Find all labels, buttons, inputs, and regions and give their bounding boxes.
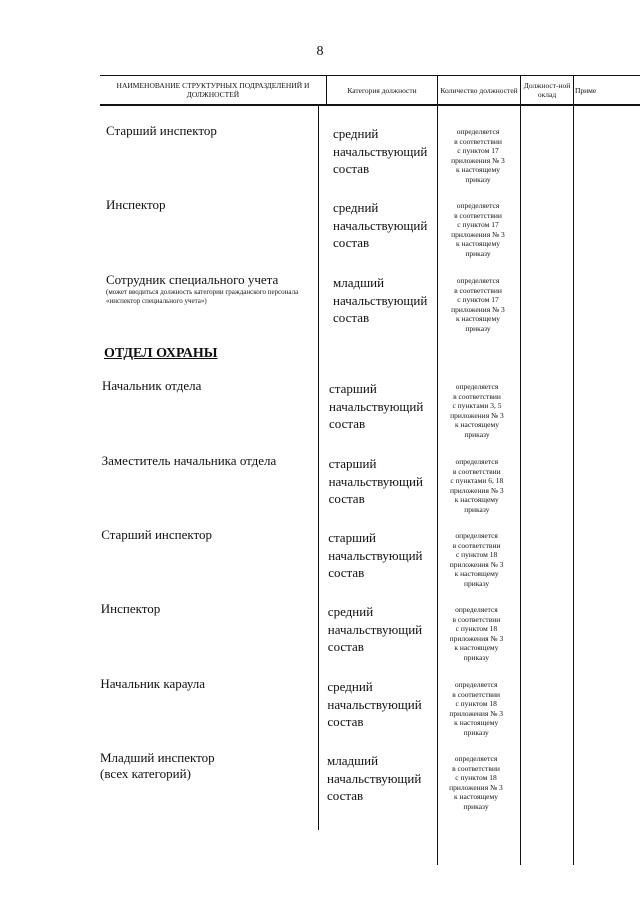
header-bottom-rule	[100, 104, 640, 106]
position-category: средний начальствующий состав	[333, 126, 428, 176]
position-category: младший начальствующий состав	[327, 753, 422, 803]
header-category: Категория должности	[347, 85, 417, 95]
header-top-rule	[100, 75, 640, 76]
position-category: старший начальствующий состав	[329, 381, 424, 431]
position-title	[100, 750, 315, 782]
position-note: (может вводиться должность категории гражданского персонала «инспектор специального учета»)	[106, 288, 299, 305]
position-title	[102, 453, 317, 469]
position-category: старший начальствующий состав	[328, 530, 423, 580]
position-title	[106, 123, 321, 139]
position-quantity: определяется в соответствии с пунктом 18 приложения № 3 к настоящему приказу	[449, 680, 503, 737]
position-title	[100, 676, 315, 692]
col-divider-1	[326, 75, 327, 105]
position-quantity: определяется в соответствии с пунктом 17 приложения № 3 к настоящему приказу	[451, 127, 505, 184]
header-name: НАИМЕНОВАНИЕ СТРУКТУРНЫХ ПОДРАЗДЕЛЕНИЙ И ДОЛЖНОСТЕЙ	[116, 81, 310, 99]
col-divider-3	[520, 75, 521, 865]
position-category: младший начальствующий состав	[333, 275, 428, 325]
position-category: старший начальствующий состав	[328, 456, 423, 506]
position-title-text: Младший инспектор (всех категорий)	[100, 750, 215, 781]
position-title	[106, 272, 321, 305]
position-category: средний начальствующий состав	[333, 200, 428, 250]
page-number: 8	[316, 44, 324, 59]
position-quantity: определяется в соответствии с пунктом 18 приложения № 3 к настоящему приказу	[449, 754, 503, 811]
position-quantity: определяется в соответствии с пунктом 17 приложения № 3 к настоящему приказу	[451, 276, 505, 333]
header-quantity: Количество должностей	[440, 85, 518, 95]
position-title	[106, 197, 321, 213]
position-quantity: определяется в соответствии с пунктом 18 приложения № 3 к настоящему приказу	[449, 531, 504, 588]
position-category: средний начальствующий состав	[327, 679, 422, 729]
col-divider-2	[437, 75, 438, 865]
header-note: Приме	[575, 85, 597, 95]
position-title-text: Старший инспектор	[106, 123, 217, 138]
position-title-text: Инспектор	[106, 197, 166, 212]
position-title-text: Начальник караула	[100, 676, 206, 691]
position-title-text: Инспектор	[100, 601, 161, 616]
position-title-text: Заместитель начальника отдела	[101, 453, 277, 468]
col-divider-4	[573, 75, 574, 865]
col-divider-left	[318, 105, 319, 830]
position-quantity: определяется в соответствии с пунктами 6, 18 приложения № 3 к настоящему приказу	[449, 457, 504, 514]
header-salary: Должност-ной оклад	[523, 81, 571, 99]
position-title-text: Старший инспектор	[101, 527, 213, 542]
position-title-text: Сотрудник специального учета	[106, 272, 279, 287]
position-title-text: Начальник отдела	[102, 378, 202, 393]
position-title	[101, 601, 316, 617]
position-title	[102, 378, 317, 394]
position-quantity: определяется в соответствии с пунктами 3, 5 приложения № 3 к настоящему приказу	[450, 382, 504, 439]
position-quantity: определяется в соответствии с пунктом 18 приложения № 3 к настоящему приказу	[449, 605, 504, 662]
position-category: средний начальствующий состав	[327, 604, 423, 654]
section-title: ОТДЕЛ ОХРАНЫ	[104, 346, 218, 361]
position-quantity: определяется в соответствии с пунктом 17 приложения № 3 к настоящему приказу	[451, 201, 505, 258]
position-title	[101, 527, 316, 543]
